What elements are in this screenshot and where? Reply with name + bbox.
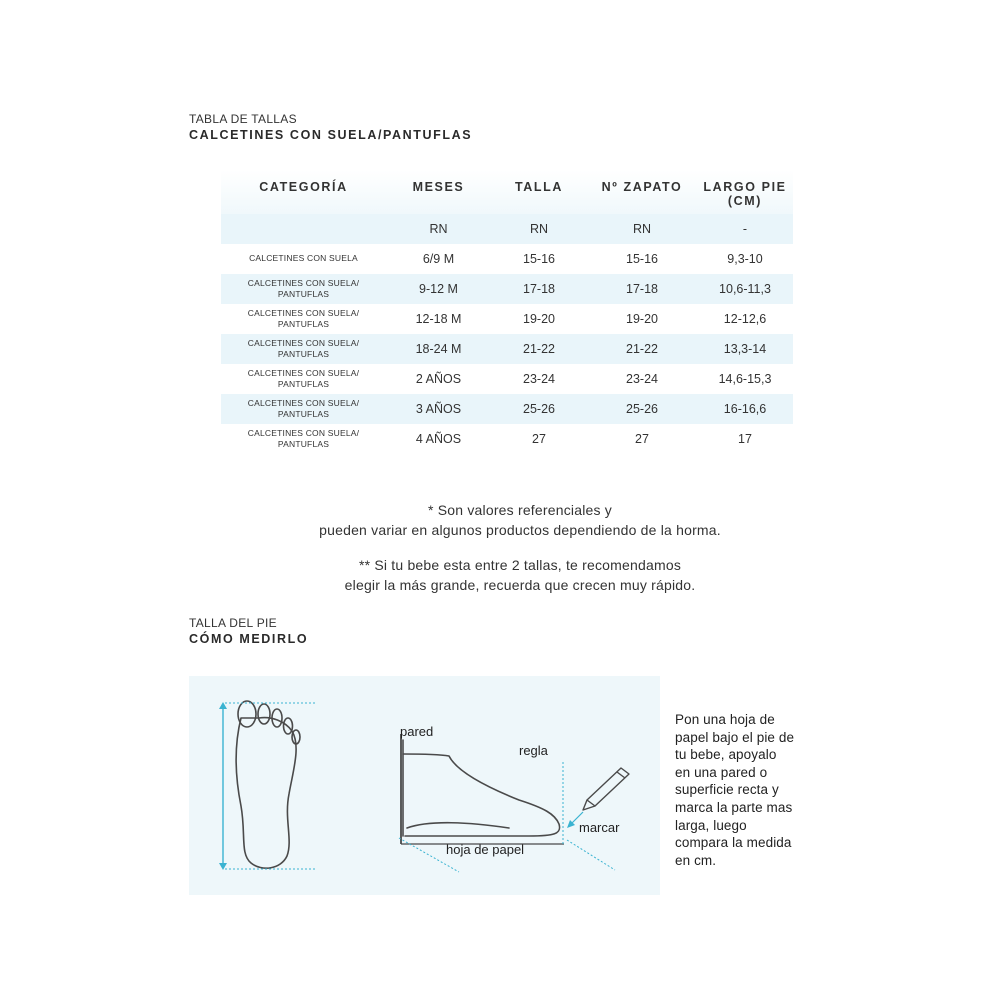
note-line: pueden variar en algunos productos dependiendo de la horma. xyxy=(319,522,721,538)
foot-sole-icon xyxy=(236,701,300,868)
table-cell: 21-22 xyxy=(491,334,587,364)
table-cell: 9,3-10 xyxy=(727,252,763,266)
table-cell: 6/9 M xyxy=(422,252,455,266)
label-paper: hoja de papel xyxy=(446,842,525,857)
table-row xyxy=(221,364,793,394)
column-header: LARGO PIE (CM) xyxy=(703,180,787,208)
instruction-line: papel bajo el pie de xyxy=(675,729,795,745)
size-table-subtitle: CALCETINES CON SUELA/PANTUFLAS xyxy=(189,128,473,143)
instruction-line: en una pared o xyxy=(675,764,768,780)
table-row xyxy=(221,394,793,424)
table-cell: 27 xyxy=(532,432,546,446)
column-header: MESES xyxy=(412,180,465,194)
instruction-line: tu bebe, apoyalo xyxy=(675,747,777,763)
table-cell: 15-16 xyxy=(626,252,658,266)
table-cell: CALCETINES CON SUELA/ PANTUFLAS xyxy=(247,367,360,389)
measure-title: TALLA DEL PIE xyxy=(189,616,277,630)
table-cell: 2 AÑOS xyxy=(415,372,462,386)
note-reference-values xyxy=(0,500,1000,540)
note-line: ** Si tu bebe esta entre 2 tallas, te recomendamos xyxy=(358,557,682,573)
table-cell: 15-16 xyxy=(523,252,555,266)
table-cell: 12-18 M xyxy=(415,312,462,326)
instruction-line: marca la parte mas xyxy=(675,799,793,815)
table-cell: RN xyxy=(587,214,697,244)
label-mark: marcar xyxy=(579,820,620,835)
table-cell: 23-24 xyxy=(626,372,658,386)
measure-heading xyxy=(189,616,308,647)
table-cell: 9-12 M xyxy=(386,274,491,304)
paper-guide-right xyxy=(567,840,615,870)
table-cell: CALCETINES CON SUELA/ PANTUFLAS xyxy=(247,307,360,329)
measure-subtitle: CÓMO MEDIRLO xyxy=(189,632,309,647)
instruction-line: compara la medida xyxy=(675,835,792,851)
note-line: * Son valores referenciales y xyxy=(428,502,612,518)
table-row xyxy=(221,244,793,274)
table-cell: 21-22 xyxy=(587,334,697,364)
label-ruler: regla xyxy=(519,743,548,758)
table-cell: 19-20 xyxy=(626,312,658,326)
foot-length-guide xyxy=(219,702,317,870)
measure-instructions xyxy=(675,711,825,869)
table-cell: CALCETINES CON SUELA/ PANTUFLAS xyxy=(221,334,386,364)
table-cell: 27 xyxy=(635,432,649,446)
table-cell: RN xyxy=(491,214,587,244)
table-cell: 17-18 xyxy=(491,274,587,304)
table-cell: RN xyxy=(386,214,491,244)
table-cell: 18-24 M xyxy=(386,334,491,364)
note-line: elegir la más grande, recuerda que crecen muy rápido. xyxy=(344,577,696,593)
table-header-row xyxy=(221,170,793,214)
note-size-advice xyxy=(0,555,1000,595)
table-row xyxy=(221,424,793,454)
table-cell: 3 AÑOS xyxy=(386,394,491,424)
table-cell: CALCETINES CON SUELA/ PANTUFLAS xyxy=(221,274,386,304)
column-header: CATEGORÍA xyxy=(259,180,348,194)
label-wall: pared xyxy=(400,724,434,739)
table-cell: 17-18 xyxy=(587,274,697,304)
table-cell: 14,6-15,3 xyxy=(718,372,772,386)
column-header: Nº ZAPATO xyxy=(601,180,683,194)
table-cell: 12-12,6 xyxy=(723,312,767,326)
measure-illustration xyxy=(189,676,660,895)
table-cell: 10,6-11,3 xyxy=(697,274,793,304)
column-header: TALLA xyxy=(514,180,564,194)
size-table-title: TABLA DE TALLAS xyxy=(189,112,297,126)
table-cell: 17 xyxy=(738,432,752,446)
table-row xyxy=(221,214,793,244)
table-cell: 16-16,6 xyxy=(697,394,793,424)
table-cell: 25-26 xyxy=(491,394,587,424)
table-row xyxy=(221,304,793,334)
table-cell: 13,3-14 xyxy=(697,334,793,364)
instruction-line: superficie recta y xyxy=(675,782,779,798)
table-cell: 25-26 xyxy=(587,394,697,424)
table-row xyxy=(221,334,793,364)
table-cell: CALCETINES CON SUELA/ PANTUFLAS xyxy=(221,394,386,424)
pencil-icon xyxy=(583,768,629,810)
table-cell: 19-20 xyxy=(523,312,555,326)
table-cell: 4 AÑOS xyxy=(415,432,462,446)
size-table-heading xyxy=(189,112,472,143)
instruction-line: Pon una hoja de xyxy=(675,712,775,727)
table-cell: 23-24 xyxy=(523,372,555,386)
table-cell: CALCETINES CON SUELA xyxy=(249,253,358,264)
table-cell: CALCETINES CON SUELA/ PANTUFLAS xyxy=(247,427,360,449)
instruction-line: larga, luego xyxy=(675,817,747,833)
instruction-line: en cm. xyxy=(675,852,717,868)
size-table xyxy=(221,170,793,454)
table-row xyxy=(221,274,793,304)
table-cell: - xyxy=(697,214,793,244)
table-cell xyxy=(221,214,386,244)
